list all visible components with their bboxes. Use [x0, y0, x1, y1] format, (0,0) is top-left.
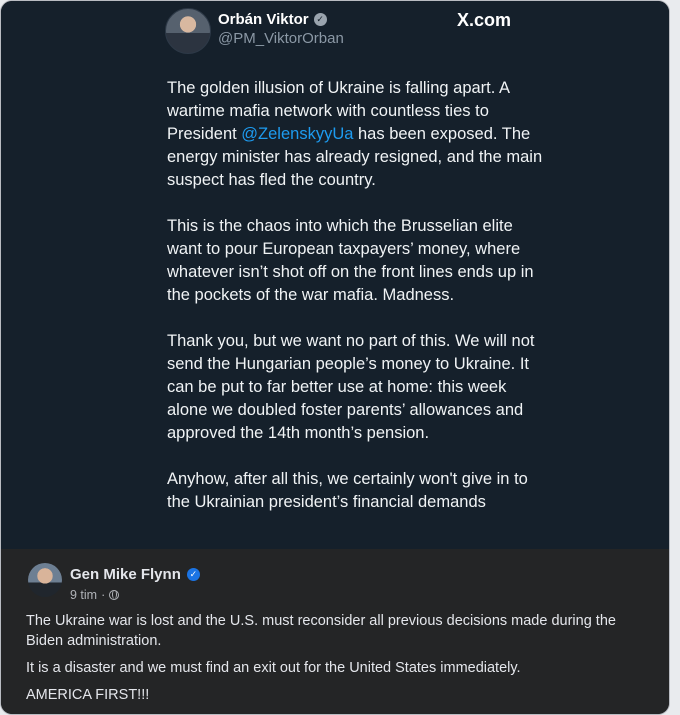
tweet-paragraph: Anyhow, after all this, we certainly won't give in to the Ukrainian president’s financial demands: [167, 470, 528, 511]
tweet-author-name: Orbán Viktor: [218, 11, 309, 28]
avatar[interactable]: [28, 563, 62, 597]
post-author-name[interactable]: Gen Mike Flynn: [70, 566, 181, 583]
tweet-author-handle: @PM_ViktorOrban: [218, 30, 344, 47]
verified-badge-icon: ✓: [187, 568, 200, 581]
tweet-paragraph: [167, 77, 547, 192]
post-time[interactable]: 9 tim: [70, 588, 98, 602]
verified-badge-icon: ✓: [314, 13, 327, 26]
post-paragraph: AMERICA FIRST!!!: [26, 687, 150, 703]
post-author-row: [70, 566, 200, 583]
tweet-text: [167, 77, 547, 537]
post-meta: [70, 588, 119, 602]
facebook-post: [1, 549, 669, 715]
tweet-paragraph: This is the chaos into which the Brusselian elite want to pour European taxpayers’ money, where whatever isn’t shot off on the front lines ends up in the pockets of the war mafia. Madness.: [167, 217, 534, 304]
embedded-tweet-image: [1, 1, 669, 549]
tweet-author-name-row: [218, 11, 327, 28]
globe-icon: [109, 590, 119, 600]
post-paragraph: The Ukraine war is lost and the U.S. must reconsider all previous decisions made during the Biden administration.: [26, 613, 616, 649]
post-paragraph: It is a disaster and we must find an exit out for the United States immediately.: [26, 660, 521, 676]
tweet-author-avatar: [165, 8, 211, 54]
tweet-text-segment: The golden illusion of Ukraine is falling apart. A wartime mafia network with countless ties to President: [167, 79, 510, 143]
mention-link: @ZelenskyyUa: [241, 125, 354, 143]
x-logo-icon: X.com: [457, 10, 512, 30]
tweet-text-segment: has been exposed. The energy minister has already resigned, and the main suspect has fled the country.: [167, 125, 543, 189]
post-text: [26, 611, 656, 712]
meta-separator: ·: [101, 588, 106, 602]
tweet-paragraph: Thank you, but we want no part of this. We will not send the Hungarian people’s money to Ukraine. It can be put to far better use at home: this week alone we doubled foster parents’ allowances and approved the 14th month’s pension.: [167, 332, 535, 442]
